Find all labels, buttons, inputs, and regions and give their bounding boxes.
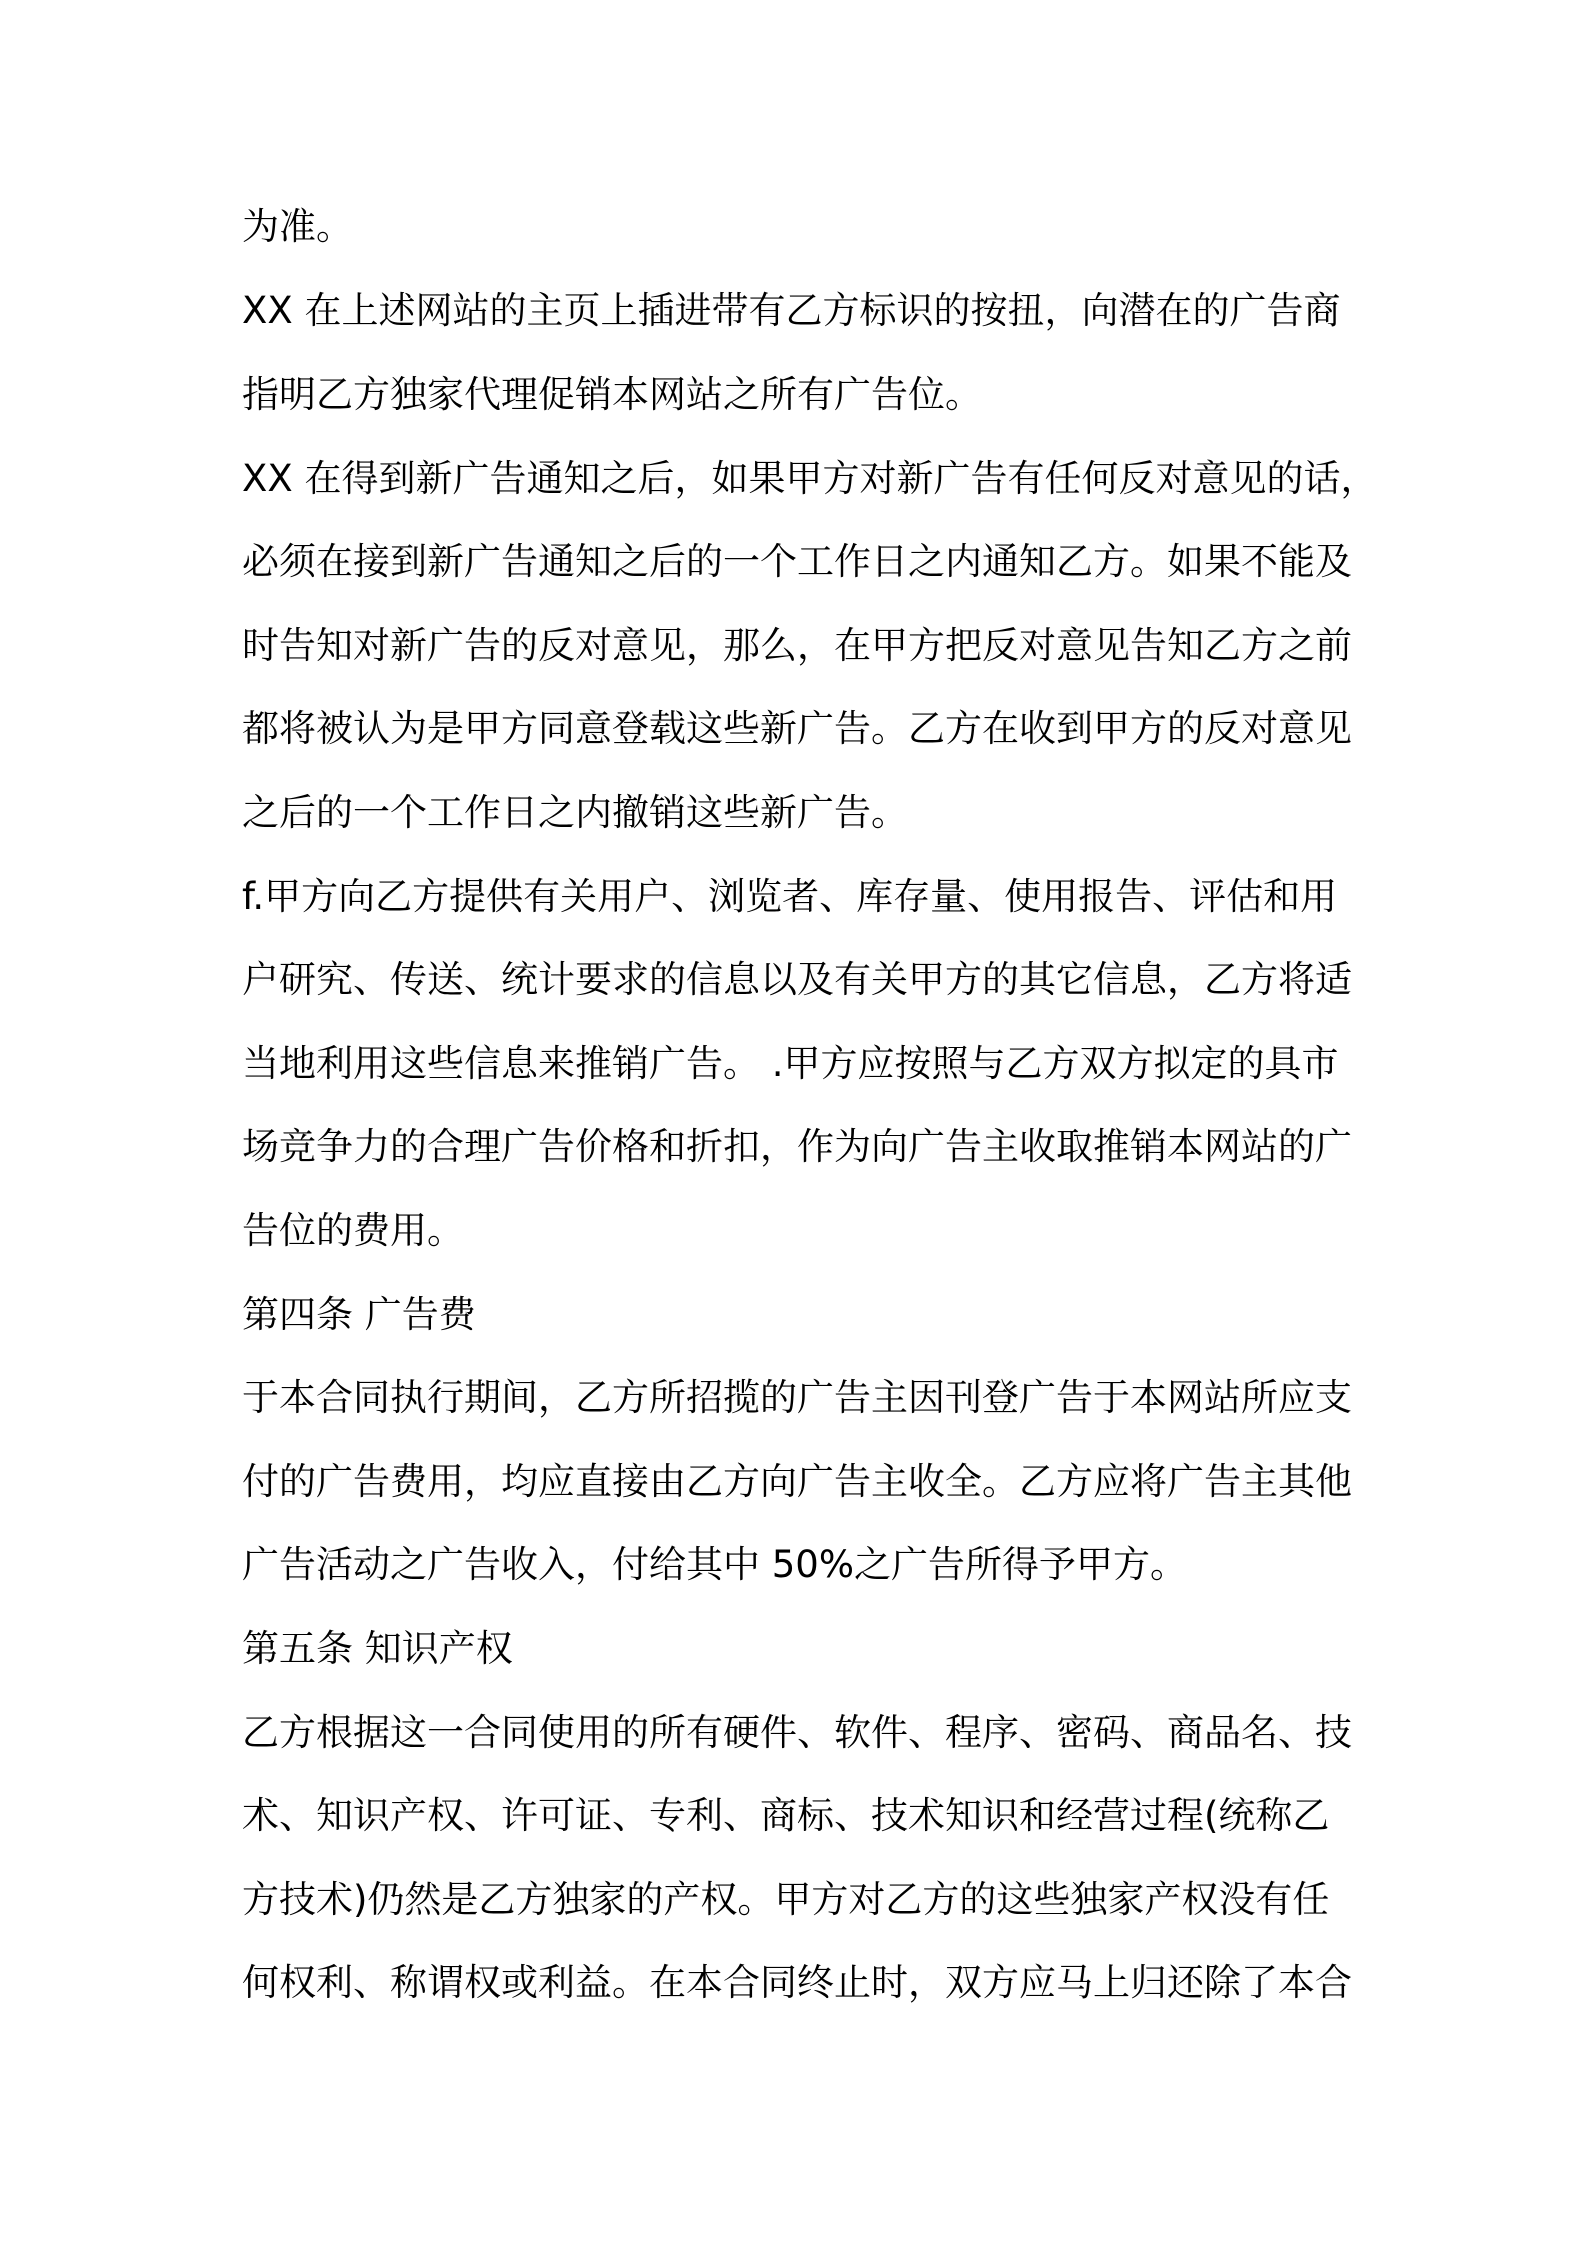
text-line: f.甲方向乙方提供有关用户、浏览者、库存量、使用报告、评估和用 <box>242 875 1338 918</box>
text-line: 时告知对新广告的反对意见，那么，在甲方把反对意见告知乙方之前 <box>242 624 1352 667</box>
text-line: 之后的一个工作日之内撤销这些新广告。 <box>242 791 908 834</box>
text-line: 都将被认为是甲方同意登载这些新广告。乙方在收到甲方的反对意见 <box>242 707 1352 750</box>
text-line: 户研究、传送、统计要求的信息以及有关甲方的其它信息，乙方将适 <box>242 958 1352 1001</box>
text-line: XX 在得到新广告通知之后，如果甲方对新广告有任何反对意见的话， <box>242 457 1378 500</box>
text-line: 当地利用这些信息来推销广告。 .甲方应按照与乙方双方拟定的具市 <box>242 1042 1339 1085</box>
section-heading: 第四条 广告费 <box>242 1293 476 1336</box>
text-line: 术、知识产权、许可证、专利、商标、技术知识和经营过程(统称乙 <box>242 1794 1330 1837</box>
text-line: 方技术)仍然是乙方独家的产权。甲方对乙方的这些独家产权没有任 <box>242 1878 1330 1921</box>
text-line: 必须在接到新广告通知之后的一个工作日之内通知乙方。如果不能及 <box>242 540 1352 583</box>
text-line: 何权利、称谓权或利益。在本合同终止时，双方应马上归还除了本合 <box>242 1961 1352 2004</box>
text-line: 场竞争力的合理广告价格和折扣，作为向广告主收取推销本网站的广 <box>242 1125 1352 1168</box>
text-line: 广告活动之广告收入，付给其中 50%之广告所得予甲方。 <box>242 1543 1187 1586</box>
text-line: 付的广告费用，均应直接由乙方向广告主收全。乙方应将广告主其他 <box>242 1460 1352 1503</box>
text-line: 指明乙方独家代理促销本网站之所有广告位。 <box>242 373 982 416</box>
text-line: 于本合同执行期间，乙方所招揽的广告主因刊登广告于本网站所应支 <box>242 1376 1352 1419</box>
text-line: 为准。 <box>242 205 353 248</box>
text-line: 告位的费用。 <box>242 1209 464 1252</box>
text-line: 乙方根据这一合同使用的所有硬件、软件、程序、密码、商品名、技 <box>242 1711 1352 1754</box>
section-heading: 第五条 知识产权 <box>242 1627 513 1670</box>
text-line: XX 在上述网站的主页上插进带有乙方标识的按扭，向潜在的广告商 <box>242 289 1341 332</box>
